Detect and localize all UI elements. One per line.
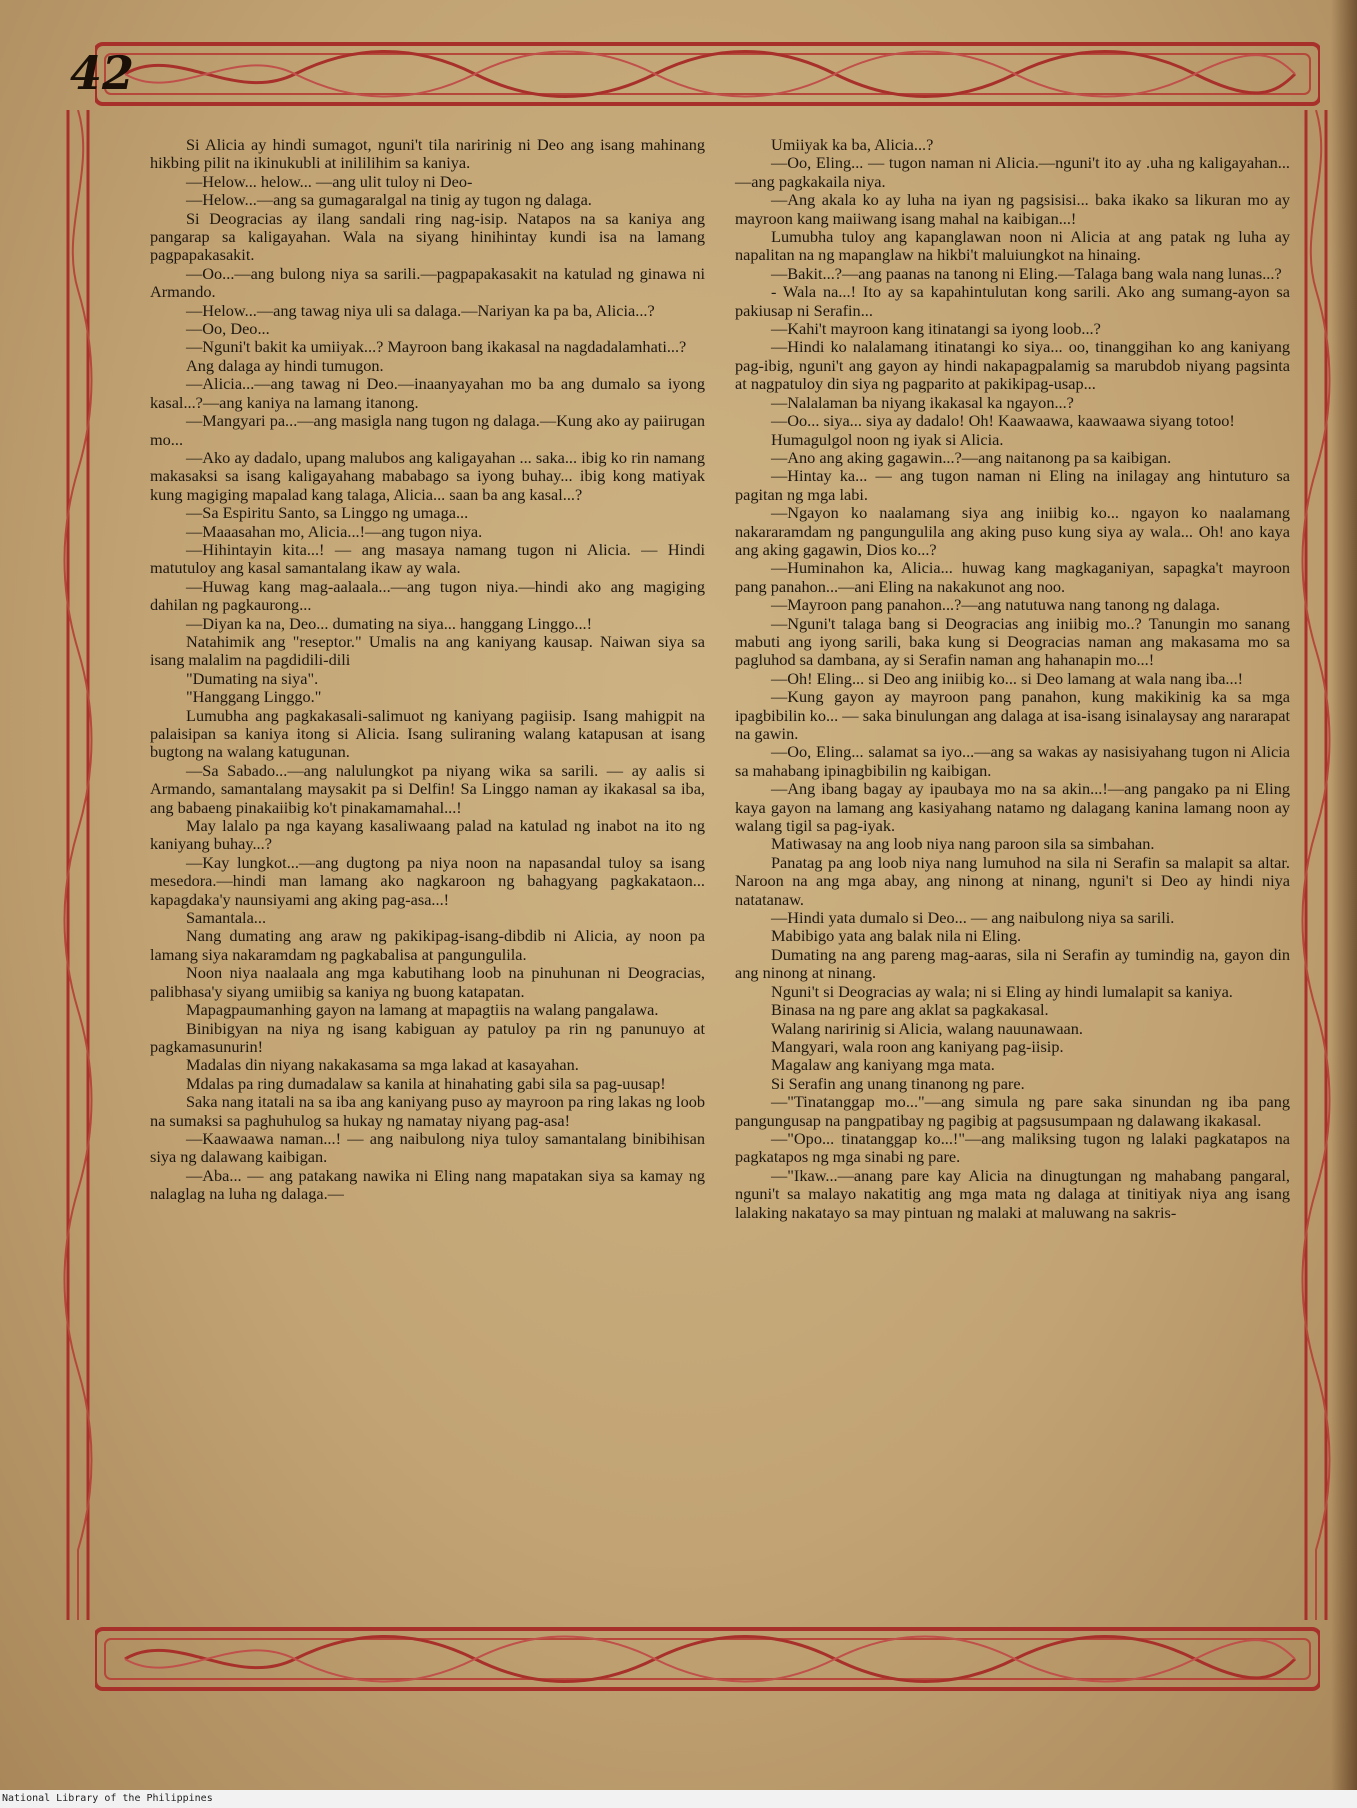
paragraph: —Kaawaawa naman...! — ang naibulong niya tuloy samantalang binibihisan siya ng dalawang kaibigan. — [150, 1128, 705, 1167]
paragraph: Mapagpaumanhing gayon na lamang at mapagtiis na walang pangalawa. — [186, 1000, 659, 1020]
library-credit: National Library of the Philippines — [2, 1793, 213, 1804]
paragraph: —Huminahon ka, Alicia... huwag kang magkaganiyan, sapagka't mayroon pang panahon...—ani Eling na nakakunot ang noo. — [735, 558, 1290, 596]
paragraph: —Helow...—ang tawag niya uli sa dalaga.—Nariyan ka pa ba, Alicia...? — [186, 300, 655, 320]
paragraph: Umiiyak ka ba, Alicia...? — [771, 135, 934, 154]
paragraph: Lumubha tuloy ang kapanglawan noon ni Alicia at ang patak ng luha ay napalitan na ng mapanglaw na hikbi't maluiungkot na hinaing. — [735, 227, 1290, 265]
paragraph: Binibigyan na niya ng isang kabiguan ay patuloy pa rin ng panunuyo at pagkamasunurin! — [150, 1018, 705, 1056]
paragraph: —Ano ang aking gagawin...?—ang naitanong pa sa kaibigan. — [771, 447, 1172, 467]
paragraph: —Diyan ka na, Deo... dumating na siya... hanggang Linggo...! — [186, 613, 593, 633]
paragraph: Saka nang itatali na sa iba ang kaniyang puso ay mayroon pa ring lakas ng loob na sumaksi sa paghuhulog sa hukay ng namatay niyang pag-asa! — [150, 1092, 705, 1130]
paragraph: —Ang akala ko ay luha na iyan ng pagsisisi... baka ikako sa likuran mo ay mayroon kang maiiwang isang mahal na kaibigan...! — [735, 190, 1290, 228]
paragraph: —Nguni't talaga bang si Deogracias ang iniibig mo..? Tanungin mo sanang mabuti ang iyong sarili, baka kung si Deogracias naman ang makasama mo sa pagluhod sa dambana, ay si Serafin naman ang hahanapin mo...! — [735, 613, 1290, 670]
paragraph: —"Opo... tinatanggap ko...!"—ang maliksing tugon ng lalaki pagkatapos na pagkatapos ng mga sinabi ng pare. — [735, 1128, 1290, 1167]
paragraph: —Aba... — ang patakang nawika ni Eling nang mapatakan siya sa kamay ng nalaglag na luha ng dalaga.— — [150, 1165, 705, 1204]
paragraph: —Oo...—ang bulong niya sa sarili.—pagpapakasakit na katulad ng ginawa ni Armando. — [150, 263, 705, 302]
paragraph: Si Alicia ay hindi sumagot, nguni't tila naririnig ni Deo ang isang mahinang hikbing pilit na ikinukubli at inililihim sa kaniya. — [150, 135, 705, 173]
paragraph: Mabibigo yata ang balak nila ni Eling. — [771, 926, 1022, 946]
paragraph: Magalaw ang kaniyang mga mata. — [771, 1055, 995, 1075]
paragraph: Ang dalaga ay hindi tumugon. — [186, 355, 384, 375]
paragraph: Nang dumating ang araw ng pakikipag-isang-dibdib ni Alicia, ay noon pa lamang siya nakaramdam ng pagkabalisa at pangungulila. — [150, 926, 705, 964]
paragraph: —Kahi't mayroon kang itinatangi sa iyong loob...? — [771, 319, 1101, 339]
paragraph: —Alicia...—ang tawag ni Deo.—inaanyayahan mo ba ang dumalo sa iyong kasal...?—ang kaniya na lamang itanong. — [150, 374, 705, 412]
paragraph: —Hintay ka... — ang tugon naman ni Eling na inilagay ang hintuturo sa pagitan ng mga labi. — [735, 466, 1290, 504]
paragraph: Walang naririnig si Alicia, walang nauunawaan. — [771, 1018, 1083, 1038]
paragraph: Madalas din niyang nakakasama sa mga lakad at kasayahan. — [186, 1055, 579, 1075]
paragraph: Matiwasay na ang loob niya nang paroon sila sa simbahan. — [771, 834, 1155, 854]
paragraph: Natahimik ang "reseptor." Umalis na ang kaniyang kausap. Naiwan siya sa isang malalim na pagdidili-dili — [150, 631, 705, 670]
paragraph: Si Deogracias ay ilang sandali ring nag-isip. Natapos na sa kaniya ang pangarap sa kaligayahan. Wala na siyang hinihintay kundi isa na lamang pagpapakasakit. — [150, 208, 705, 265]
paragraph: - Wala na...! Ito ay sa kapahintulutan kong sarili. Ako ang sumang-ayon sa pakiusap ni Serafin... — [735, 282, 1290, 320]
paragraph: "Dumating na siya". — [186, 668, 319, 688]
paragraph: —Oh! Eling... si Deo ang iniibig ko... si Deo lamang at wala nang iba...! — [771, 668, 1244, 688]
paragraph: —Oo... siya... siya ay dadalo! Oh! Kaawaawa, kaawaawa siyang totoo! — [771, 411, 1235, 431]
paragraph: —Sa Espiritu Santo, sa Linggo ng umaga... — [186, 503, 469, 523]
paragraph: —Hindi yata dumalo si Deo... — ang naibulong niya sa sarili. — [771, 908, 1175, 928]
right-text-column — [735, 136, 1290, 1222]
paragraph: —Ako ay dadalo, upang malubos ang kaligayahan ... saka... ibig ko rin namang makasaksi sa isang kaligayahang mababago sa iyong buhay... ibig kong matiyak kung magiging mapalad kang talaga, Alicia... saan ba ang kasal...? — [150, 447, 705, 504]
paragraph: —Hihintayin kita...! — ang masaya namang tugon ni Alicia. — Hindi matutuloy ang kasal samantalang ikaw ay wala. — [150, 539, 705, 578]
paragraph: —Sa Sabado...—ang nalulungkot pa niyang wika sa sarili. — ay aalis si Armando, samantalang maysakit pa si Delfin! Sa Linggo naman ay ikakasal sa iba, ang babaeng pinakaiibig ko't pinakamamahal...! — [150, 760, 705, 817]
paragraph: —Bakit...?—ang paanas na tanong ni Eling.—Talaga bang wala nang lunas...? — [771, 263, 1282, 283]
paragraph: "Hanggang Linggo." — [186, 687, 322, 707]
paragraph: Noon niya naalaala ang mga kabutihang loob na pinuhunan ni Deogracias, palibhasa'y siyang umiibig sa kaniya ng buong katapatan. — [150, 963, 705, 1001]
paragraph: —"Tinatanggap mo..."—ang simula ng pare saka sinundan ng iba pang pangungusap na pangpatibay ng pagibig at pagsusumpaan ng dalawang ikakasal. — [735, 1092, 1290, 1130]
paragraph: Mdalas pa ring dumadalaw sa kanila at hinahating gabi sila sa pag-uusap! — [186, 1073, 666, 1093]
paragraph: —Maaasahan mo, Alicia...!—ang tugon niya. — [186, 521, 483, 541]
paragraph: Nguni't si Deogracias ay wala; ni si Eling ay hindi lumalapit sa kaniya. — [771, 981, 1233, 1001]
paragraph: —Ngayon ko naalamang siya ang iniibig ko... ngayon ko naalamang nakararamdam ng pangungulila ang aking puso kung siya ay wala... Oh! ano kaya ang aking gagawin, Dios ko...? — [735, 503, 1290, 559]
paragraph: Lumubha ang pagkakasali-salimuot ng kaniyang pagiisip. Isang mahigpit na palaisipan sa kaniya itong si Alicia. Isang suliraning walang katapusan at isang bugtong na walang katugunan. — [150, 705, 705, 762]
paragraph: Si Serafin ang unang tinanong ng pare. — [771, 1073, 1025, 1093]
paragraph: —Kung gayon ay mayroon pang panahon, kung makikinig ka sa mga ipagbibilin ko... — saka binulungan ang dalaga at isa-isang isinalaysay ang nararapat na gawin. — [735, 687, 1290, 743]
paragraph: —Oo, Deo... — [186, 319, 270, 339]
paragraph: Samantala... — [186, 908, 267, 928]
paragraph: Mangyari, wala roon ang kaniyang pag-iisip. — [771, 1036, 1064, 1056]
paragraph: —Oo, Eling... — tugon naman ni Alicia.—nguni't ito ay .uha ng kaligayahan...—ang pagkakaila niya. — [735, 153, 1290, 191]
paragraph: Humagulgol noon ng iyak si Alicia. — [771, 429, 1004, 449]
paragraph: —Kay lungkot...—ang dugtong pa niya noon na napasandal tuloy sa isang mesedora.—hindi man lamang ako nagkaroon ng bahagyang pagkakataon... kapagdaka'y naunsiyami ang aking pag-asa...! — [150, 852, 705, 909]
paragraph: —Mangyari pa...—ang masigla nang tugon ng dalaga.—Kung ako ay paiirugan mo... — [150, 411, 705, 449]
paragraph: Binasa na ng pare ang aklat sa pagkakasal. — [771, 1000, 1049, 1020]
top-ornamental-border — [95, 40, 1320, 108]
paragraph: —Ang ibang bagay ay ipaubaya mo na sa akin...!—ang pangako pa ni Eling kaya gayon na lamang ang kasiyahang natamo ng dalagang kanina lamang noon ay walang tigil sa pag-iyak. — [735, 779, 1290, 836]
paragraph: —"Ikaw...—anang pare kay Alicia na dinugtungan ng mahabang pangaral, nguni't sa malayo nakatitig ang mga mata ng dalaga at tinitiyak niya ang isang lalaking nakatayo sa may pintuan ng malaki at maluwang na sakris- — [735, 1165, 1290, 1222]
paragraph: Panatag pa ang loob niya nang lumuhod na sila ni Serafin sa malapit sa altar. Naroon na ang mga abay, ang ninong at ninang, nguni't si Deo ay hindi niya natatanaw. — [735, 852, 1290, 909]
paragraph: —Helow... helow... —ang ulit tuloy ni Deo- — [186, 171, 473, 191]
left-ornamental-border — [62, 110, 96, 1620]
paragraph: —Hindi ko nalalamang itinatangi ko siya... oo, tinanggihan ko ang kaniyang pag-ibig, nguni't ang gayon ay hindi nakapagpalamig sa marubdob niyang pagsinta at nagpatuloy din siya ng pagparito at pakikipag-usap... — [735, 337, 1290, 394]
right-ornamental-border — [1300, 110, 1334, 1620]
paragraph: —Huwag kang mag-aalaala...—ang tugon niya.—hindi ako ang magiging dahilan ng pagkaurong... — [150, 576, 705, 615]
paragraph: —Nguni't bakit ka umiiyak...? Mayroon bang ikakasal na nagdadalamhati...? — [186, 337, 687, 357]
paragraph: Dumating na ang pareng mag-aaras, sila ni Serafin ay tumindig na, gayon din ang ninong at ninang. — [735, 944, 1290, 983]
left-text-column — [150, 136, 705, 1204]
page-number: 42 — [70, 46, 135, 100]
paragraph: —Nalalaman ba niyang ikakasal ka ngayon...? — [771, 392, 1074, 412]
paragraph: May lalalo pa nga kayang kasaliwaang palad na katulad ng inabot na ito ng kaniyang buhay...? — [150, 816, 705, 854]
paragraph: —Mayroon pang panahon...?—ang natutuwa nang tanong ng dalaga. — [771, 595, 1220, 615]
paragraph: —Oo, Eling... salamat sa iyo...—ang sa wakas ay nasisiyahang tugon ni Alicia sa mahabang ipinagbibilin ng kaibigan. — [735, 742, 1290, 780]
bottom-ornamental-border — [95, 1625, 1320, 1693]
paragraph: —Helow...—ang sa gumagaralgal na tinig ay tugon ng dalaga. — [186, 190, 592, 210]
